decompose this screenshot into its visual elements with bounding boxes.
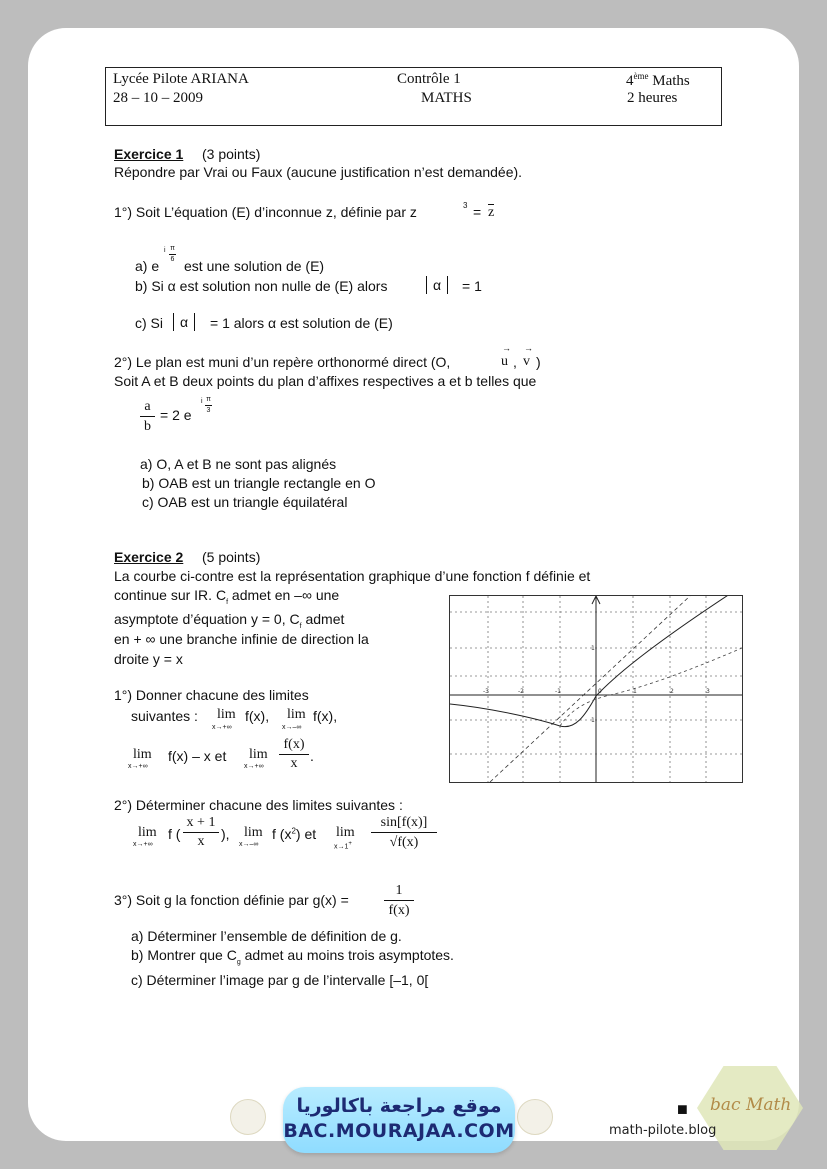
lim-4-den: x [290, 756, 298, 771]
ex1-a-prefix: a) e [135, 258, 160, 274]
ex1-q1-conjugate: z [488, 205, 495, 220]
fraction-bar [169, 254, 176, 255]
ex1-q2-comma: , [513, 354, 517, 370]
right-logo [517, 1099, 553, 1135]
lim-5-f: f ( [168, 826, 181, 842]
ex1-b-abs: α [426, 276, 448, 294]
ex1-a-text: est une solution de (E) [184, 258, 325, 274]
ex1-c-text2: = 1 alors α est solution de (E) [210, 315, 393, 331]
lim-5: lim [138, 825, 157, 840]
g-fraction [384, 882, 414, 919]
ex2-q3-c: c) Déterminer l’image par g de l’intervalle [–1, 0[ [131, 972, 429, 988]
fraction-bar [205, 405, 212, 406]
ex2-title: Exercice 2 [114, 549, 184, 565]
ex1-a-exp-i: i [164, 247, 166, 254]
ex2-intro5: droite y = x [114, 651, 183, 667]
lim-3-sub: x→+∞ [128, 763, 148, 770]
banner-url: BAC.MOURAJAA.COM [283, 1120, 515, 1142]
ex1-frac-exp-fraction [205, 396, 212, 415]
ex1-q1-equals: = [473, 204, 482, 220]
lim-4-period: . [310, 748, 314, 764]
lim-5-fraction [183, 815, 219, 850]
banner-arabic-text: موقع مراجعة باكالوريا [296, 1095, 502, 1117]
exam-title: Contrôle 1 [397, 71, 461, 87]
lim-5-num: x + 1 [186, 815, 216, 830]
ex1-frac-num: a [144, 399, 151, 414]
ex1-frac-exp-num: π [206, 396, 211, 403]
lim-2: lim [287, 707, 306, 722]
graph-svg [450, 596, 742, 782]
ex1-a-exp-fraction [169, 245, 176, 264]
lim-3-expr: f(x) – x et [168, 748, 227, 764]
ex1-q2-vector-v: → v [523, 343, 533, 369]
ex1-frac-exp-i: i [201, 398, 203, 405]
ex2-q2-line: 2°) Déterminer chacune des limites suivantes : [114, 797, 403, 813]
ex1-q2-vector-u: → u [501, 343, 511, 369]
lim-4-fraction [279, 737, 309, 772]
ex1-q1: 1°) Soit L’équation (E) d’inconnue z, définie par z [114, 204, 417, 220]
ex2-intro2: continue sur IR. $C_f$ admet en –∞ une [114, 587, 340, 606]
exam-duration: 2 heures [627, 90, 678, 106]
ex1-opt-a: a) O, A et B ne sont pas alignés [140, 456, 337, 472]
site-banner[interactable] [283, 1087, 515, 1153]
ex2-q1-line2: suivantes : [131, 708, 198, 724]
ex1-b-text2: = 1 [462, 278, 482, 294]
tick-label: 0 [598, 688, 602, 695]
bac-math-badge-text: bac Math [710, 1095, 792, 1115]
lim-5-den: x [197, 834, 205, 849]
lim-2-expr: f(x), [313, 708, 338, 724]
ex1-q2-line2: Soit A et B deux points du plan d’affixes respectives a et b telles que [114, 373, 537, 389]
ex1-a-exp-num: π [170, 245, 175, 252]
ex1-points: (3 points) [202, 146, 261, 162]
lim-7-fraction [371, 814, 437, 851]
lim-7-sub: x→1+ [334, 841, 352, 851]
lim-1: lim [217, 707, 236, 722]
ex1-q2-close: ) [536, 354, 541, 370]
ex1-q1-exponent: 3 [463, 201, 468, 210]
lim-4-sub: x→+∞ [244, 763, 264, 770]
fraction-bar [140, 416, 155, 417]
ex1-c-text1: c) Si [135, 315, 163, 331]
g-num: 1 [395, 883, 403, 898]
lim-6: lim [244, 825, 263, 840]
fraction-bar [183, 832, 219, 833]
blog-link[interactable]: math-pilote.blog [609, 1123, 717, 1138]
lim-7-num: sin[f(x)] [380, 815, 428, 830]
fraction-bar [279, 754, 309, 755]
ex1-a-exp-den: 6 [170, 256, 175, 263]
tick-label: 1 [591, 645, 595, 652]
ex1-title: Exercice 1 [114, 146, 184, 162]
ex1-opt-c: c) OAB est un triangle équilatéral [142, 494, 348, 510]
ex1-frac-den: b [144, 419, 151, 434]
g-den: f(x) [388, 903, 410, 918]
left-logo [230, 1099, 266, 1135]
lim-1-sub: x→+∞ [212, 724, 232, 731]
fraction-bar [371, 832, 437, 833]
lim-6-expr: f $(x^2)$ et [272, 826, 317, 842]
lim-3: lim [133, 747, 152, 762]
ex2-intro1: La courbe ci-contre est la représentation graphique d’une fonction f définie et [114, 568, 591, 584]
curve-secondary [560, 648, 742, 726]
tick-label: 1 [591, 717, 595, 724]
ex1-b-text1: b) Si α est solution non nulle de (E) alors [135, 278, 388, 294]
function-graph [449, 595, 743, 783]
lim-7-den: √f(x) [389, 835, 419, 850]
ex2-points: (5 points) [202, 549, 261, 565]
lim-2-sub: x→–∞ [282, 724, 302, 731]
tick-label: -3 [483, 688, 489, 695]
ex1-instruction: Répondre par Vrai ou Faux (aucune justification n’est demandée). [114, 164, 523, 180]
ex1-q2: 2°) Le plan est muni d’un repère orthonormé direct (O, [114, 354, 451, 370]
ex1-opt-b: b) OAB est un triangle rectangle en O [142, 475, 376, 491]
ex2-q3-a: a) Déterminer l’ensemble de définition de g. [131, 928, 402, 944]
exam-level: 4ème Maths [626, 71, 690, 89]
ex1-fraction-a-b [140, 398, 155, 435]
ex1-frac-rhs: = 2 e [160, 407, 192, 423]
exam-date: 28 – 10 – 2009 [113, 90, 203, 106]
lim-6-sub: x→–∞ [239, 841, 259, 848]
tick-label: -1 [555, 688, 561, 695]
ex2-intro4: en + ∞ une branche infinie de direction la [114, 631, 369, 647]
lim-5-close: ), [221, 826, 230, 842]
exam-subject: MATHS [421, 90, 472, 106]
ex2-q3-b: b) Montrer que $C_g$ admet au moins trois asymptotes. [131, 947, 454, 966]
tick-label: 2 [670, 688, 674, 695]
school-name: Lycée Pilote ARIANA [113, 71, 249, 87]
lim-1-expr: f(x), [245, 708, 270, 724]
ex1-c-abs: α [173, 313, 195, 331]
tick-label: 3 [706, 688, 710, 695]
ex2-q3-line: 3°) Soit g la fonction définie par g(x) = [114, 892, 349, 908]
ex2-intro3: asymptote d’équation y = 0, $C_f$ admet [114, 611, 345, 630]
lim-5-sub: x→+∞ [133, 841, 153, 848]
lim-4: lim [249, 747, 268, 762]
lim-4-num: f(x) [283, 737, 305, 752]
tick-label: 1 [633, 688, 637, 695]
ex2-q1-line1: 1°) Donner chacune des limites [114, 687, 309, 703]
ex1-frac-exp-den: 3 [206, 407, 211, 414]
fraction-bar [384, 900, 414, 901]
lim-7: lim [336, 825, 355, 840]
tick-label: -2 [518, 688, 524, 695]
reader-icon: ■ [677, 1099, 688, 1119]
